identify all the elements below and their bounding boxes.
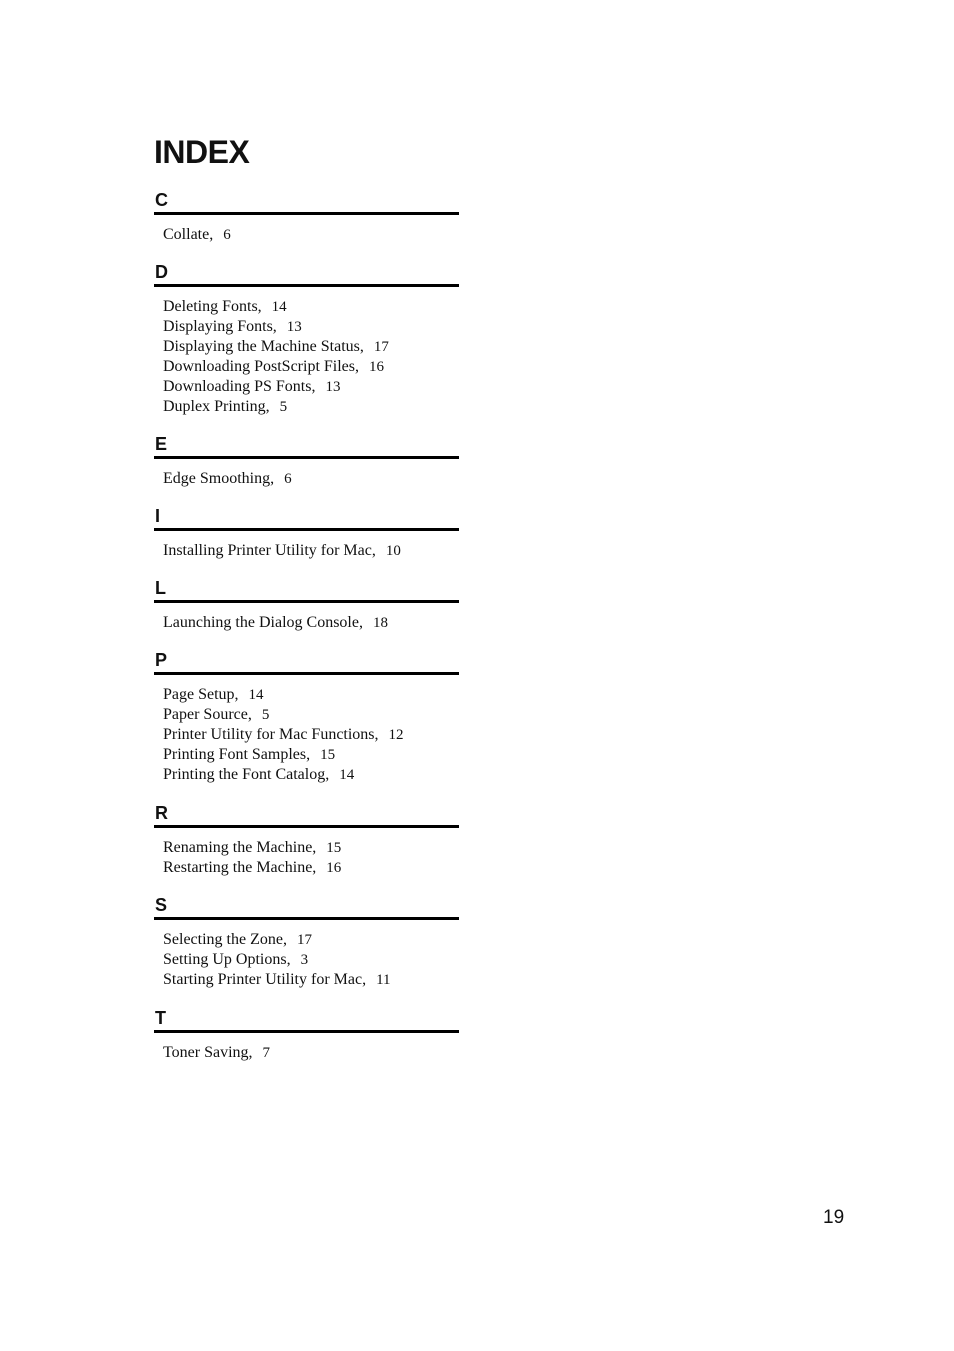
entry-page: 17 — [296, 932, 312, 948]
entry-term: Edge Smoothing, — [163, 470, 275, 487]
entry-term: Downloading PostScript Files, — [163, 358, 360, 375]
index-section-e — [154, 434, 459, 489]
entry-term: Printer Utility for Mac Functions, — [163, 726, 379, 743]
entry-page: 15 — [326, 840, 342, 856]
section-letter: R — [155, 803, 168, 823]
entry-list — [154, 1043, 459, 1063]
index-entry — [163, 297, 459, 317]
index-entry — [163, 469, 459, 489]
entry-term: Toner Saving, — [163, 1044, 253, 1061]
entry-page: 17 — [373, 339, 389, 355]
index-entry — [163, 858, 459, 878]
index-entry — [163, 685, 459, 705]
entry-list — [154, 613, 459, 633]
entry-term: Page Setup, — [163, 686, 239, 703]
section-divider — [154, 600, 459, 603]
entry-list — [154, 930, 459, 990]
index-entry — [163, 613, 459, 633]
entry-list — [154, 297, 459, 417]
entry-list — [154, 225, 459, 245]
section-divider — [154, 825, 459, 828]
entry-term: Paper Source, — [163, 706, 252, 723]
section-letter: I — [155, 506, 161, 526]
entry-term: Installing Printer Utility for Mac, — [163, 542, 376, 559]
entry-list — [154, 541, 459, 561]
index-entry — [163, 317, 459, 337]
entry-page: 16 — [369, 359, 385, 375]
entry-page: 6 — [223, 227, 231, 243]
entry-page: 6 — [284, 471, 292, 487]
entry-page: 16 — [326, 860, 342, 876]
entry-page: 5 — [279, 399, 288, 415]
entry-page: 5 — [261, 707, 270, 723]
index-entry — [163, 745, 459, 765]
entry-term: Displaying the Machine Status, — [163, 338, 364, 355]
entry-term: Selecting the Zone, — [163, 931, 287, 948]
entry-page: 12 — [388, 727, 404, 743]
index-section-r — [154, 803, 459, 878]
index-entry — [163, 225, 459, 245]
index-entry — [163, 970, 459, 990]
index-entry — [163, 705, 459, 725]
entry-term: Starting Printer Utility for Mac, — [163, 971, 367, 988]
entry-term: Launching the Dialog Console, — [163, 614, 363, 631]
entry-page: 7 — [262, 1045, 271, 1061]
index-entry — [163, 541, 459, 561]
entry-page: 11 — [376, 972, 391, 988]
entry-page: 13 — [325, 379, 341, 395]
section-letter: D — [155, 262, 168, 282]
index-entry — [163, 377, 459, 397]
section-divider — [154, 212, 459, 215]
entry-page: 14 — [339, 767, 355, 783]
index-section-p — [154, 650, 459, 785]
entry-page: 14 — [248, 687, 264, 703]
entry-term: Duplex Printing, — [163, 398, 270, 415]
section-letter: P — [155, 650, 168, 670]
entry-list — [154, 685, 459, 785]
page-title: INDEX — [154, 134, 250, 170]
section-letter: E — [155, 434, 168, 454]
section-divider — [154, 528, 459, 531]
entry-term: Setting Up Options, — [163, 951, 291, 968]
section-letter: S — [155, 895, 168, 915]
entry-page: 13 — [286, 319, 302, 335]
entry-term: Printing the Font Catalog, — [163, 766, 330, 783]
entry-term: Downloading PS Fonts, — [163, 378, 316, 395]
index-entry — [163, 930, 459, 950]
index-entry — [163, 765, 459, 785]
entry-page: 15 — [320, 747, 336, 763]
index-section-l — [154, 578, 459, 633]
section-divider — [154, 672, 459, 675]
entry-term: Deleting Fonts, — [163, 298, 262, 315]
section-divider — [154, 284, 459, 287]
entry-term: Collate, — [163, 226, 214, 243]
index-entry — [163, 838, 459, 858]
index-entry — [163, 950, 459, 970]
section-letter: T — [155, 1008, 166, 1028]
index-entry — [163, 337, 459, 357]
entry-page: 18 — [372, 615, 388, 631]
entry-page: 14 — [271, 299, 287, 315]
index-section-s — [154, 895, 459, 990]
index-section-c — [154, 190, 459, 245]
index-section-d — [154, 262, 459, 417]
section-letter: C — [155, 190, 168, 210]
index-entry — [163, 397, 459, 417]
entry-list — [154, 469, 459, 489]
entry-term: Printing Font Samples, — [163, 746, 311, 763]
index-entry — [163, 357, 459, 377]
entry-term: Displaying Fonts, — [163, 318, 277, 335]
index-section-i — [154, 506, 459, 561]
index-section-t — [154, 1008, 459, 1063]
entry-page: 3 — [300, 952, 309, 968]
section-divider — [154, 456, 459, 459]
section-letter: L — [155, 578, 166, 598]
entry-term: Renaming the Machine, — [163, 839, 317, 856]
section-divider — [154, 917, 459, 920]
entry-page: 10 — [385, 543, 401, 559]
page-number: 19 — [823, 1207, 845, 1228]
index-entry — [163, 1043, 459, 1063]
index-entry — [163, 725, 459, 745]
entry-list — [154, 838, 459, 878]
section-divider — [154, 1030, 459, 1033]
entry-term: Restarting the Machine, — [163, 859, 317, 876]
